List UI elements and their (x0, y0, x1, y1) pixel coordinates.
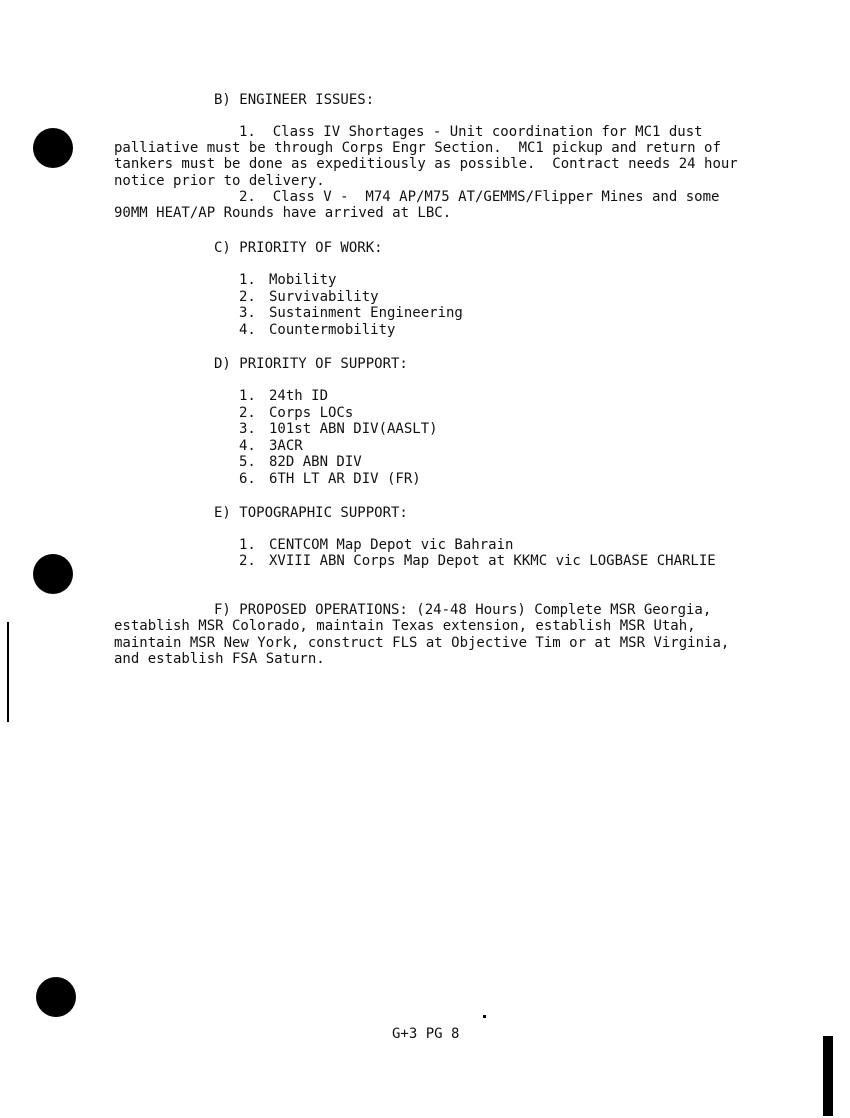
operations-line: and establish FSA Saturn. (114, 651, 325, 667)
item-number: 4. (239, 322, 256, 338)
item-text: Corps LOCs (269, 405, 354, 421)
item-text: XVIII ABN Corps Map Depot at KKMC vic LOGBASE CHARLIE (269, 553, 716, 569)
support-list-item (239, 454, 362, 471)
scan-edge-left (7, 622, 9, 722)
item-number: 1. (239, 272, 256, 288)
item-text: 101st ABN DIV(AASLT) (269, 421, 438, 437)
binder-hole-top (33, 128, 73, 168)
topo-list-item (239, 553, 716, 570)
page-number: G+3 PG 8 (392, 1026, 460, 1042)
support-list-item (239, 388, 328, 405)
item-number: 1. (239, 388, 256, 404)
item-text: 3ACR (269, 438, 303, 454)
work-list-item (239, 272, 336, 289)
item-text: 24th ID (269, 388, 329, 404)
engineer-line: palliative must be through Corps Engr Section. MC1 pickup and return of (114, 140, 721, 156)
binder-hole-middle (33, 554, 73, 594)
work-list-item (239, 322, 395, 339)
topo-list-item (239, 537, 513, 554)
item-number: 1. (239, 537, 256, 553)
item-text: Survivability (269, 289, 379, 305)
item-number: 6. (239, 471, 256, 487)
work-list-item (239, 305, 463, 322)
scan-edge-right (823, 1036, 833, 1116)
priority-of-work-heading: C) PRIORITY OF WORK: (214, 240, 383, 256)
binder-hole-bottom (36, 977, 76, 1017)
support-list-item (239, 438, 303, 455)
engineer-line: 1. Class IV Shortages - Unit coordination for MC1 dust (239, 124, 703, 140)
item-number: 2. (239, 405, 256, 421)
item-text: Mobility (269, 272, 337, 288)
work-list-item (239, 289, 379, 306)
engineer-issues-heading: B) ENGINEER ISSUES: (214, 92, 375, 108)
item-number: 3. (239, 421, 256, 437)
engineer-line: 2. Class V - M74 AP/M75 AT/GEMMS/Flipper Mines and some (239, 189, 720, 205)
topographic-support-heading: E) TOPOGRAPHIC SUPPORT: (214, 505, 408, 521)
item-text: CENTCOM Map Depot vic Bahrain (269, 537, 514, 553)
item-text: Sustainment Engineering (269, 305, 463, 321)
support-list-item (239, 421, 438, 438)
item-number: 2. (239, 289, 256, 305)
operations-line: establish MSR Colorado, maintain Texas extension, establish MSR Utah, (114, 618, 696, 634)
support-list-item (239, 405, 353, 422)
item-text: 82D ABN DIV (269, 454, 362, 470)
support-list-item (239, 471, 421, 488)
priority-of-support-heading: D) PRIORITY OF SUPPORT: (214, 356, 408, 372)
item-number: 2. (239, 553, 256, 569)
engineer-line: 90MM HEAT/AP Rounds have arrived at LBC. (114, 205, 452, 221)
operations-line: F) PROPOSED OPERATIONS: (24-48 Hours) Complete MSR Georgia, (214, 602, 712, 618)
operations-line: maintain MSR New York, construct FLS at Objective Tim or at MSR Virginia, (114, 635, 730, 651)
engineer-line: tankers must be done as expeditiously as possible. Contract needs 24 hour (114, 156, 738, 172)
item-number: 3. (239, 305, 256, 321)
item-text: 6TH LT AR DIV (FR) (269, 471, 421, 487)
item-text: Countermobility (269, 322, 396, 338)
engineer-line: notice prior to delivery. (114, 173, 325, 189)
item-number: 4. (239, 438, 256, 454)
scan-speck (483, 1015, 486, 1018)
item-number: 5. (239, 454, 256, 470)
